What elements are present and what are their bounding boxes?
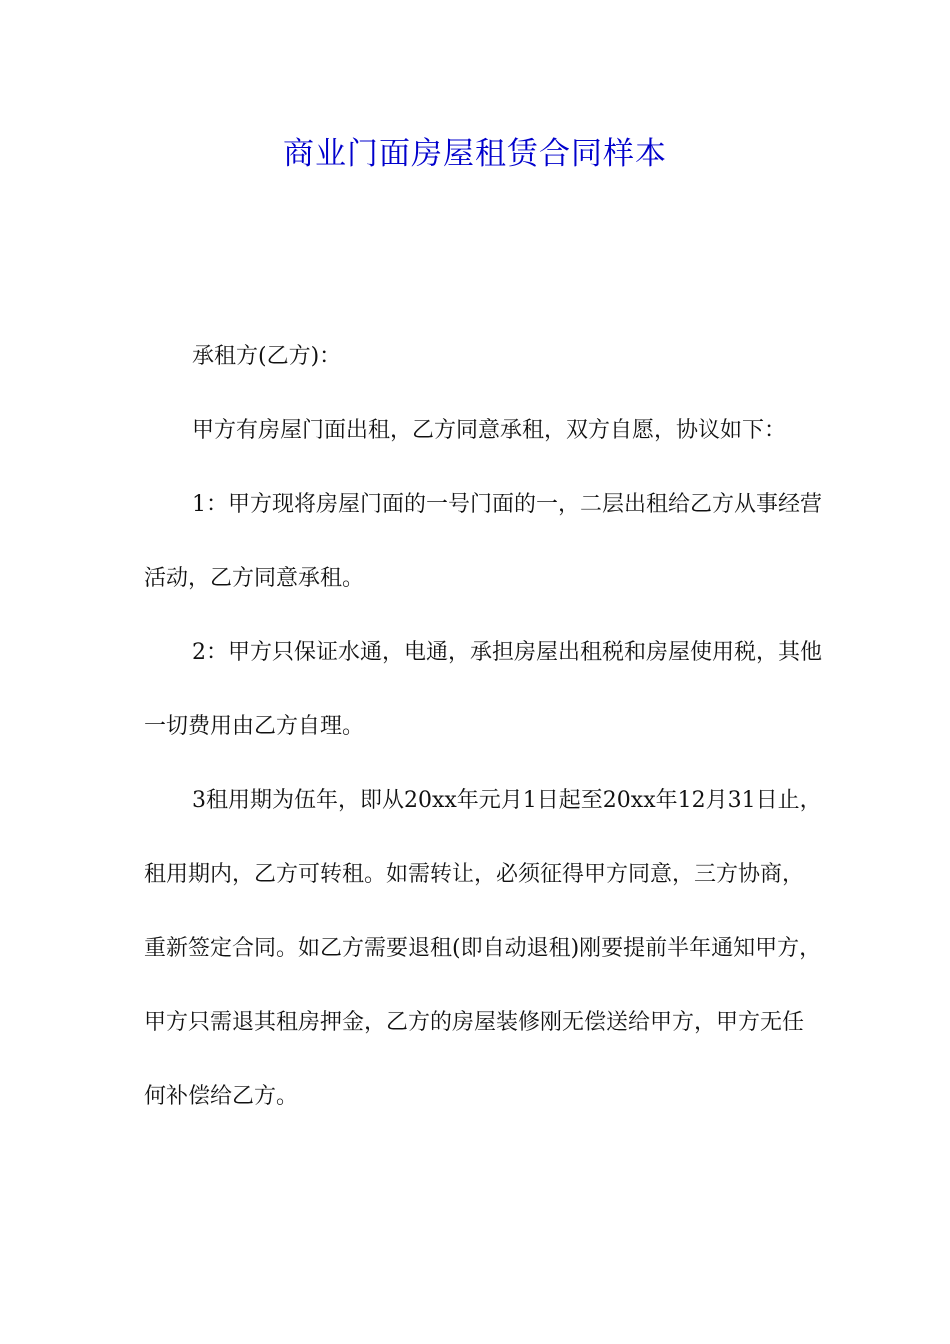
- document-title: 商业门面房屋租赁合同样本: [283, 136, 667, 172]
- paragraph-agreement: 甲方有房屋门面出租，乙方同意承租，双方自愿，协议如下：: [192, 418, 787, 443]
- paragraph-clause-1: 1：甲方现将房屋门面的一号门面的一，二层出租给乙方从事经营活动，乙方同意承租。: [144, 492, 822, 591]
- paragraph-lessee: 承租方(乙方)：: [192, 344, 342, 369]
- document-body: [144, 320, 824, 1134]
- paragraph-clause-3: 3租用期为伍年，即从20xx年元月1日起至20xx年12月31日止，租用期内，乙方可转租。如需转让，必须征得甲方同意，三方协商，重新签定合同。如乙方需要退租(即自动退租)刚要提前半年通知甲方，甲方只需退其租房押金，乙方的房屋装修刚无偿送给甲方，甲方无任何补偿给乙方。: [144, 788, 822, 1109]
- paragraph-clause-2: 2：甲方只保证水通，电通，承担房屋出租税和房屋使用税，其他一切费用由乙方自理。: [144, 640, 822, 739]
